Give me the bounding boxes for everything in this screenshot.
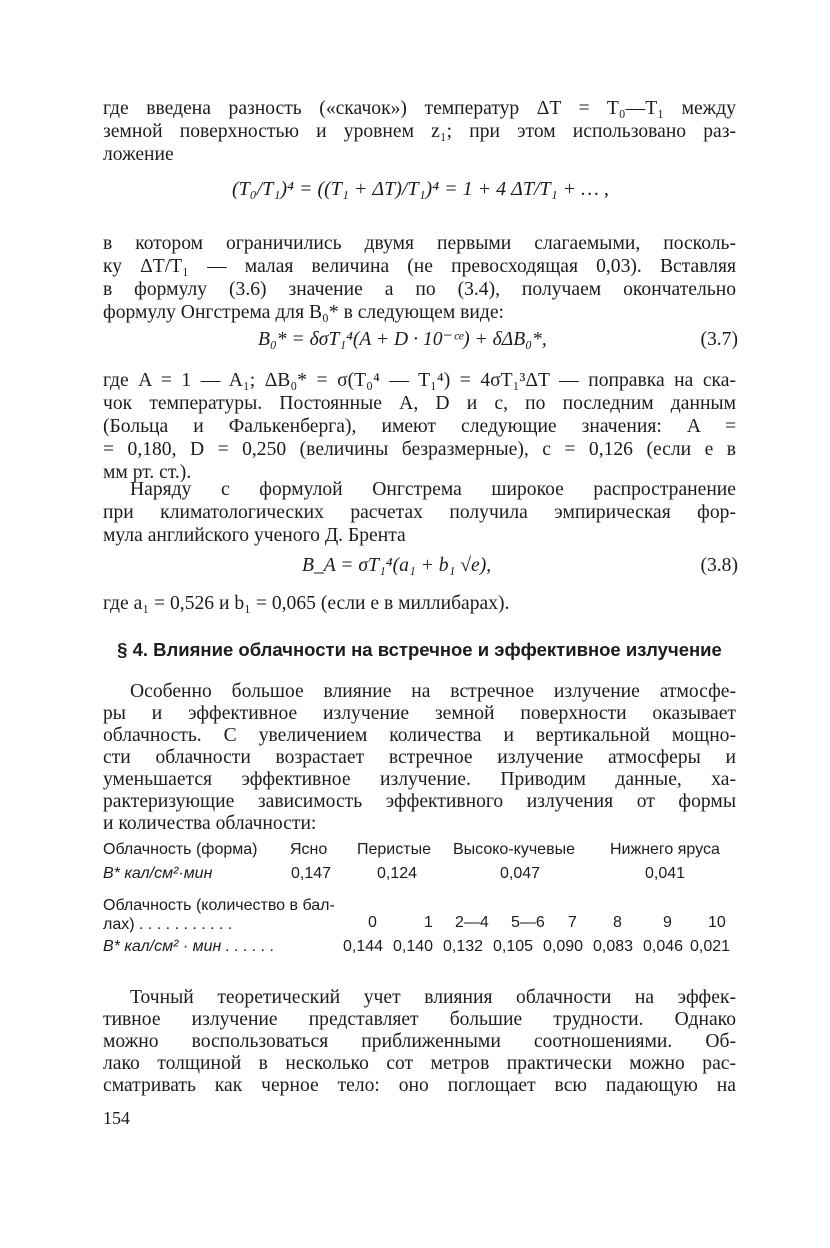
text-line: земной поверхностью и уровнем z₁; при этом использовано раз- [103, 121, 736, 142]
text-line: тивное излучение представляет большие трудности. Однако [103, 1009, 736, 1030]
table-column-header: 5—6 [511, 914, 545, 931]
text-line: = 0,180, D = 0,250 (величины безразмерные), c = 0,126 (если e в [103, 439, 736, 460]
table-row-label: B* кал/см² · мин . . . . . . [103, 938, 275, 955]
text-line: облачность. С увеличением количества и вертикальной мощно- [103, 725, 736, 746]
table-column-header: Нижнего яруса [610, 841, 720, 858]
text-line: мм рт. ст.). [103, 462, 192, 483]
text-line: формулу Онгстрема для B₀* в следующем виде: [103, 302, 504, 323]
table-cell: 0,140 [393, 938, 434, 955]
text-line: в формулу (3.6) значение a по (3.4), получаем окончательно [103, 279, 736, 300]
text-line: где a₁ = 0,526 и b₁ = 0,065 (если e в миллибарах). [103, 593, 510, 614]
table-column-header: 9 [663, 914, 672, 931]
table-cell: 0,147 [291, 865, 332, 882]
table-cell: 0,105 [493, 938, 534, 955]
table-header-label: Облачность (количество в бал- [103, 897, 335, 914]
table-cell: 0,047 [500, 865, 541, 882]
table-cell: 0,144 [343, 938, 384, 955]
text-line: Наряду с формулой Онгстрема широкое распространение [130, 479, 736, 500]
text-line: лако толщиной в несколько сот метров практически можно рас- [103, 1053, 736, 1074]
text-line: Точный теоретический учет влияния облачности на эффек- [130, 987, 736, 1008]
text-line: (Больца и Фалькенберга), имеют следующие значения: A = [103, 416, 736, 437]
table-row-label: B* кал/см²·мин [103, 865, 213, 882]
text-line: можно воспользоваться приближенными соотношениями. Об- [103, 1031, 736, 1052]
text-line: ложение [103, 144, 174, 165]
equation-number-3-7: (3.7) [700, 329, 738, 350]
table-cell: 0,021 [690, 938, 731, 955]
table-column-header: Ясно [290, 841, 328, 858]
table-column-header: 1 [424, 914, 433, 931]
text-line: уменьшается эффективное излучение. Приводим данные, ха- [103, 769, 736, 790]
page-number: 154 [103, 1108, 130, 1128]
table-column-header: 7 [568, 914, 577, 931]
text-line: и количества облачности: [103, 813, 317, 834]
table-cell: 0,132 [443, 938, 484, 955]
table-cell: 0,041 [645, 865, 686, 882]
text-line: ры и эффективное излучение земной поверхности оказывает [103, 703, 736, 724]
text-line: где A = 1 — A₁; ΔB₀* = σ(T₀⁴ — T₁⁴) = 4σT₁³ΔT — поправка на ска- [103, 370, 736, 391]
text-line: сти облачности возрастает встречное излучение атмосферы и [103, 747, 736, 768]
text-line: рактеризующие зависимость эффективного излучения от формы [103, 791, 736, 812]
table-header-label: Облачность (форма) [103, 841, 258, 858]
table-column-header: 2—4 [455, 914, 489, 931]
text-line: мула английского ученого Д. Брента [103, 525, 406, 546]
formula-3-8: B_A = σT₁⁴(a₁ + b₁ √e), [302, 555, 492, 576]
table-cell: 0,083 [593, 938, 634, 955]
table-column-header: Высоко-кучевые [453, 841, 575, 858]
expansion-formula: (T₀/T₁)⁴ = ((T₁ + ΔT)/T₁)⁴ = 1 + 4 ΔT/T₁ + … , [232, 178, 609, 200]
equation-number-3-8: (3.8) [700, 555, 738, 576]
section-heading: § 4. Влияние облачности на встречное и эффективное излучение [117, 639, 722, 660]
table-cell: 0,046 [643, 938, 684, 955]
text-line: где введена разность («скачок») температур ΔT = T₀—T₁ между [103, 98, 736, 119]
table-column-header: Перистые [357, 841, 431, 858]
text-line: ку ΔT/T₁ — малая величина (не превосходящая 0,03). Вставляя [103, 256, 736, 277]
table-cell: 0,124 [377, 865, 418, 882]
text-line: сматривать как черное тело: оно поглощает всю падающую на [103, 1075, 736, 1096]
table-header-label: лах) . . . . . . . . . . . [103, 916, 233, 933]
text-line: при климатологических расчетах получила эмпирическая фор- [103, 502, 736, 523]
table-column-header: 0 [368, 914, 377, 931]
text-line: Особенно большое влияние на встречное излучение атмосфе- [130, 681, 736, 702]
text-line: в котором ограничились двумя первыми слагаемыми, посколь- [103, 233, 736, 254]
table-column-header: 8 [613, 914, 622, 931]
text-line: чок температуры. Постоянные A, D и c, по последним данным [103, 393, 736, 414]
table-column-header: 10 [708, 914, 726, 931]
table-cell: 0,090 [543, 938, 584, 955]
formula-3-7: B₀* = δσT₁⁴(A + D · 10⁻ᶜᵉ) + δΔB₀*, [258, 329, 547, 350]
